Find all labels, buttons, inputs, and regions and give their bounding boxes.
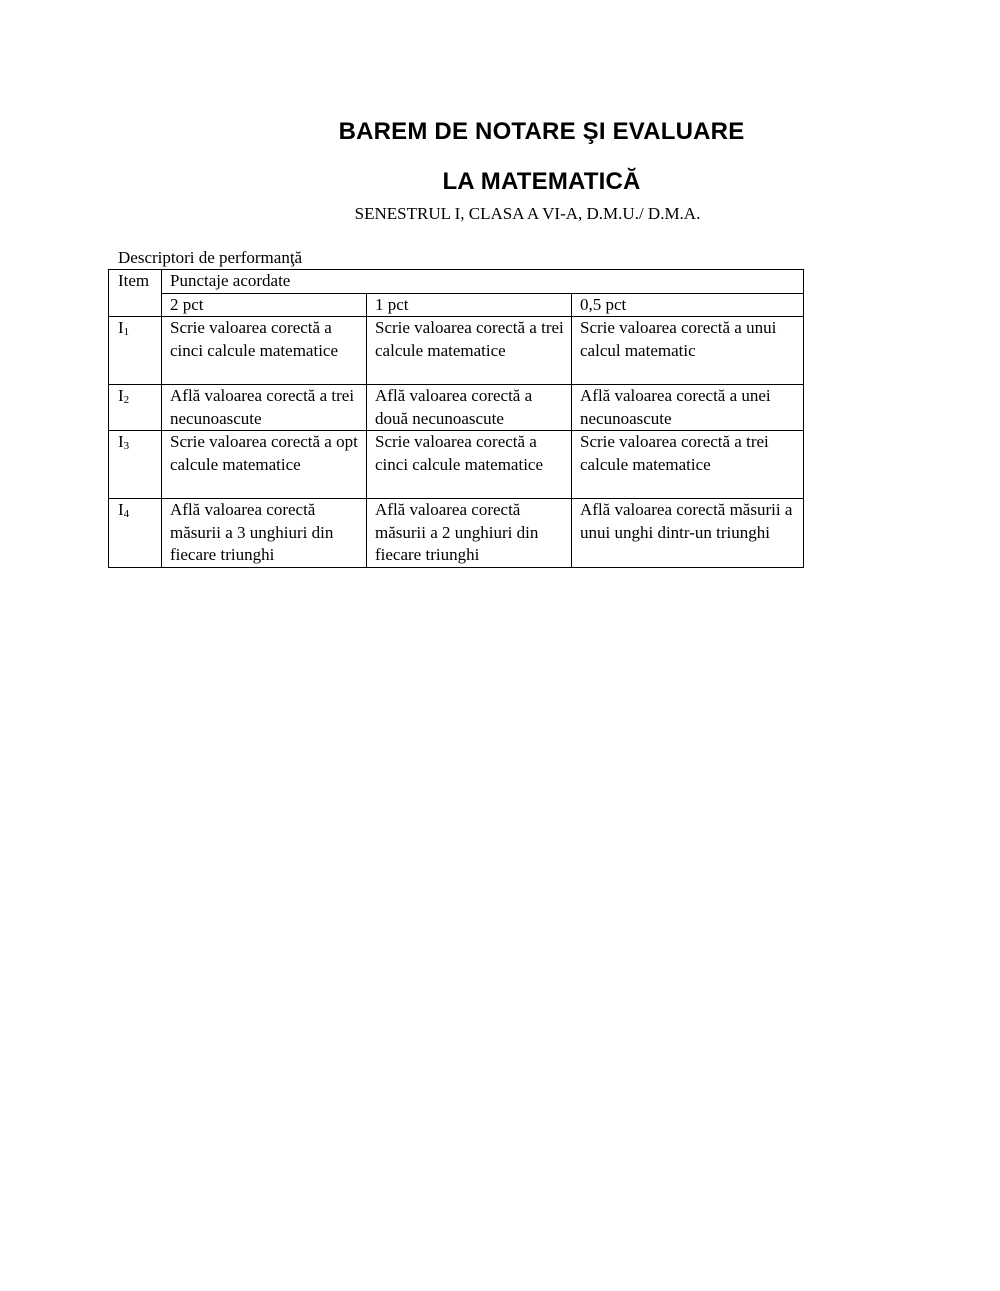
- table-cell: Scrie valoarea corectă a cinci calcule matematice: [367, 431, 572, 499]
- item-letter: I: [118, 318, 124, 337]
- document-subtitle: SENESTRUL I, CLASA A VI-A, D.M.U./ D.M.A.: [354, 204, 701, 223]
- point-level-2: 2 pct: [162, 293, 367, 317]
- item-header: Item: [109, 270, 162, 317]
- table-row: [109, 317, 804, 385]
- point-level-1: 1 pct: [367, 293, 572, 317]
- table-cell: Scrie valoarea corectă a unui calcul matematic: [572, 317, 804, 385]
- item-subscript: 2: [123, 394, 130, 406]
- item-letter: I: [118, 432, 124, 451]
- table-cell: Scrie valoarea corectă a trei calcule matematice: [572, 431, 804, 499]
- table-row: [109, 385, 804, 431]
- table-cell: Află valoarea corectă măsurii a 3 unghiuri din fiecare triunghi: [162, 499, 367, 568]
- table-cell: Scrie valoarea corectă a opt calcule matematice: [162, 431, 367, 499]
- table-caption: Descriptori de performanţă: [118, 248, 303, 267]
- table-cell: Află valoarea corectă măsurii a 2 unghiuri din fiecare triunghi: [367, 499, 572, 568]
- table-row: [109, 431, 804, 499]
- item-subscript: 3: [123, 440, 130, 452]
- item-letter: I: [118, 500, 124, 519]
- document-title-line-2: LA MATEMATICĂ: [442, 168, 641, 195]
- table-cell: Află valoarea corectă a două necunoascute: [367, 385, 572, 431]
- table-header-row: [109, 270, 804, 294]
- item-label: [109, 431, 162, 499]
- grading-table: [108, 269, 804, 568]
- table-row: [109, 499, 804, 568]
- document-title-line-1: BAREM DE NOTARE ŞI EVALUARE: [338, 118, 745, 145]
- table-cell: Află valoarea corectă a trei necunoascute: [162, 385, 367, 431]
- table-cell: Află valoarea corectă a unei necunoascute: [572, 385, 804, 431]
- item-subscript: 4: [123, 508, 130, 520]
- point-level-0-5: 0,5 pct: [572, 293, 804, 317]
- point-levels-row: [109, 293, 804, 317]
- table-cell: Scrie valoarea corectă a trei calcule matematice: [367, 317, 572, 385]
- item-label: [109, 317, 162, 385]
- table-cell: Scrie valoarea corectă a cinci calcule matematice: [162, 317, 367, 385]
- item-label: [109, 385, 162, 431]
- item-letter: I: [118, 386, 124, 405]
- item-subscript: 1: [123, 326, 130, 338]
- points-header: Punctaje acordate: [162, 270, 804, 294]
- table-cell: Află valoarea corectă măsurii a unui unghi dintr-un triunghi: [572, 499, 804, 568]
- item-label: [109, 499, 162, 568]
